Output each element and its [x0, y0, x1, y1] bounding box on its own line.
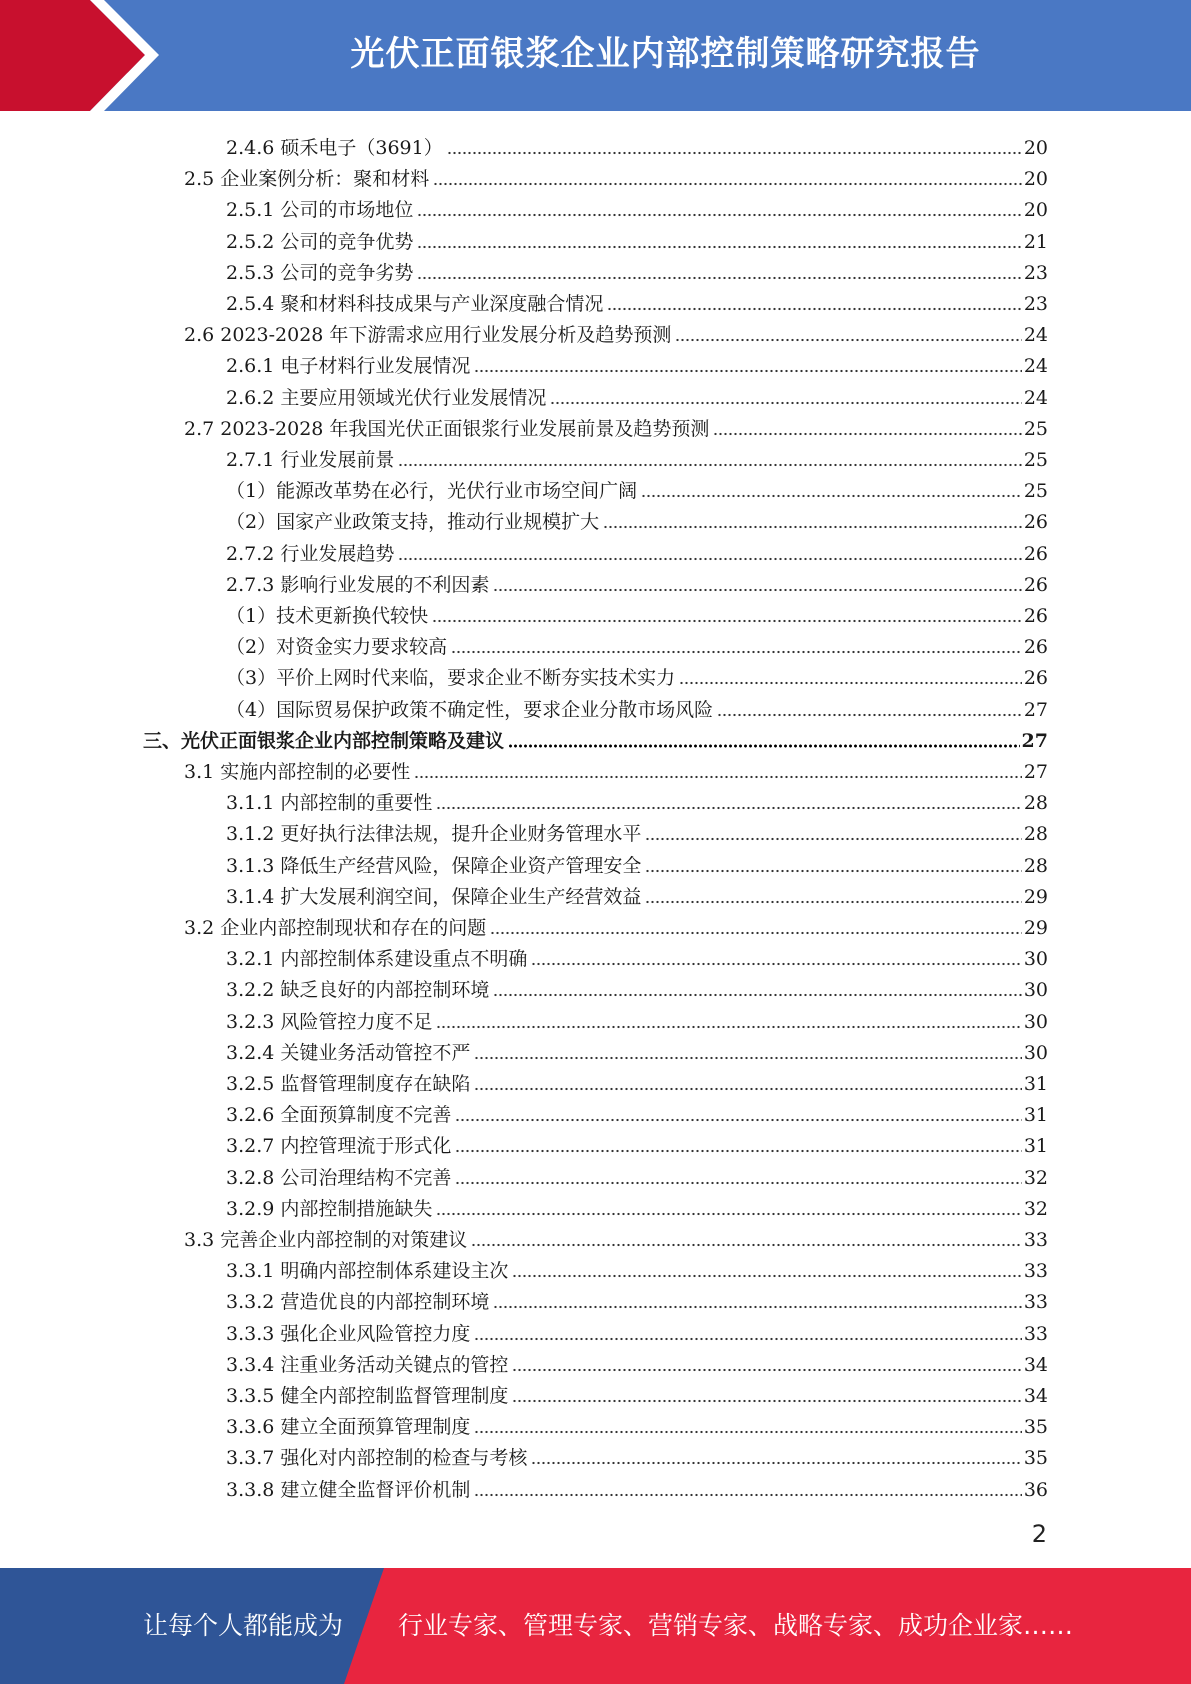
toc-entry[interactable] — [226, 128, 1048, 159]
toc-entry-page: 34 — [1023, 1385, 1048, 1407]
toc-entry-page: 33 — [1023, 1260, 1048, 1283]
toc-entry-page: 32 — [1023, 1166, 1048, 1189]
toc-entry[interactable] — [184, 908, 1048, 939]
toc-entry-page: 20 — [1023, 168, 1048, 191]
toc-entry[interactable] — [226, 440, 1048, 471]
toc-entry-title: 2.5.1 公司的市场地位 — [226, 199, 414, 222]
toc-entry-page: 35 — [1023, 1416, 1048, 1439]
toc-entry-page: 24 — [1023, 324, 1048, 347]
toc-dot-leader — [455, 1118, 1021, 1122]
toc-entry-title: 2.5.4 聚和材料科技成果与产业深度融合情况 — [226, 293, 604, 315]
toc-entry-title: 3.1 实施内部控制的必要性 — [184, 761, 411, 783]
footer-slogan-left: 让每个人都能成为 — [143, 1611, 344, 1640]
toc-entry-title: 2.7 2023-2028 年我国光伏正面银浆行业发展前景及趋势预测 — [184, 417, 710, 440]
toc-entry-title: （4）国际贸易保护政策不确定性，要求企业分散市场风险 — [226, 698, 714, 721]
toc-dot-leader — [713, 432, 1021, 436]
toc-dot-leader — [493, 993, 1021, 997]
toc-entry-title: 三、光伏正面银浆企业内部控制策略及建议 — [143, 729, 505, 752]
toc-entry-title: （3）平价上网时代来临，要求企业不断夯实技术实力 — [226, 667, 676, 690]
toc-dot-leader — [531, 1461, 1021, 1465]
toc-entry[interactable] — [226, 1345, 1048, 1376]
toc-entry-title: 2.4.6 硕禾电子（3691） — [226, 137, 443, 159]
toc-entry-page: 31 — [1023, 1073, 1048, 1095]
toc-entry-page: 33 — [1023, 1291, 1048, 1314]
toc-dot-leader — [508, 744, 1020, 748]
toc-entry-title: 2.6.1 电子材料行业发展情况 — [226, 355, 471, 378]
toc-entry-title: 3.3 完善企业内部控制的对策建议 — [184, 1229, 468, 1251]
toc-entry[interactable] — [184, 159, 1048, 190]
toc-entry[interactable] — [226, 1438, 1048, 1469]
toc-entry-page: 21 — [1023, 230, 1048, 253]
toc-dot-leader — [474, 1493, 1021, 1497]
toc-entry[interactable] — [226, 1376, 1048, 1407]
toc-entry-page: 30 — [1023, 948, 1048, 971]
toc-entry-page: 29 — [1023, 885, 1048, 908]
toc-entry-title: 3.3.6 建立全面预算管理制度 — [226, 1416, 471, 1439]
toc-entry-title: 3.2.6 全面预算制度不完善 — [226, 1104, 452, 1127]
toc-entry-title: 2.6 2023-2028 年下游需求应用行业发展分析及趋势预测 — [184, 324, 672, 347]
toc-dot-leader — [645, 900, 1021, 904]
page-header — [0, 0, 1191, 111]
toc-dot-leader — [474, 369, 1021, 373]
toc-entry-page: 24 — [1023, 386, 1048, 409]
toc-entry-title: 3.1.2 更好执行法律法规，提升企业财务管理水平 — [226, 823, 642, 846]
toc-entry[interactable] — [226, 378, 1048, 409]
toc-entry[interactable] — [184, 409, 1048, 440]
toc-entry[interactable] — [226, 1002, 1048, 1033]
toc-entry-page: 27 — [1023, 761, 1048, 783]
toc-entry-title: （2）对资金实力要求较高 — [226, 636, 448, 659]
toc-entry-page: 34 — [1023, 1353, 1048, 1376]
toc-entry[interactable] — [226, 783, 1048, 814]
toc-entry-page: 20 — [1023, 137, 1048, 159]
toc-entry-title: 3.2 企业内部控制现状和存在的问题 — [184, 917, 487, 939]
toc-entry[interactable] — [143, 721, 1048, 752]
toc-entry-page: 25 — [1023, 417, 1048, 440]
toc-dot-leader — [455, 1149, 1021, 1153]
toc-entry-title: 3.2.4 关键业务活动管控不严 — [226, 1041, 471, 1064]
toc-dot-leader — [417, 276, 1021, 280]
toc-entry[interactable] — [226, 190, 1048, 221]
toc-entry[interactable] — [226, 1033, 1048, 1064]
toc-entry-page: 26 — [1023, 605, 1048, 627]
toc-dot-leader — [641, 494, 1022, 498]
toc-dot-leader — [531, 962, 1021, 966]
toc-entry-page: 31 — [1023, 1104, 1048, 1127]
toc-entry-page: 20 — [1023, 199, 1048, 222]
toc-entry-page: 30 — [1023, 1010, 1048, 1033]
toc-entry[interactable] — [184, 1220, 1048, 1251]
toc-dot-leader — [436, 1025, 1021, 1029]
toc-entry-page: 32 — [1023, 1197, 1048, 1220]
toc-entry-page: 26 — [1023, 511, 1048, 534]
toc-dot-leader — [550, 401, 1021, 405]
toc-entry-title: 3.1.3 降低生产经营风险，保障企业资产管理安全 — [226, 854, 642, 877]
toc-entry[interactable] — [226, 1158, 1048, 1189]
toc-entry[interactable] — [226, 690, 1048, 721]
toc-entry[interactable] — [226, 534, 1048, 565]
toc-entry[interactable] — [226, 627, 1048, 658]
toc-entry-page: 36 — [1023, 1478, 1048, 1501]
toc-dot-leader — [474, 1056, 1021, 1060]
page-number: 2 — [1031, 1520, 1047, 1548]
toc-entry[interactable] — [226, 1282, 1048, 1313]
toc-entry-page: 30 — [1023, 1041, 1048, 1064]
toc-entry-page: 26 — [1023, 667, 1048, 690]
toc-entry[interactable] — [226, 1126, 1048, 1157]
toc-entry-title: 3.1.4 扩大发展利润空间，保障企业生产经营效益 — [226, 885, 642, 908]
toc-entry-title: 3.3.2 营造优良的内部控制环境 — [226, 1291, 490, 1314]
toc-entry[interactable] — [226, 1251, 1048, 1282]
toc-entry[interactable] — [226, 1407, 1048, 1438]
toc-entry-title: （1）能源改革势在必行，光伏行业市场空间广阔 — [226, 480, 638, 503]
footer-slogan-right: 行业专家、管理专家、营销专家、战略专家、成功企业家…… — [398, 1611, 1074, 1640]
toc-dot-leader — [436, 806, 1021, 810]
toc-entry-title: 2.7.1 行业发展前景 — [226, 449, 395, 471]
toc-dot-leader — [436, 1212, 1021, 1216]
toc-entry-title: 3.2.1 内部控制体系建设重点不明确 — [226, 948, 528, 971]
toc-entry-page: 27 — [1021, 729, 1048, 752]
toc-entry[interactable] — [226, 1189, 1048, 1220]
toc-entry-title: 2.5 企业案例分析：聚和材料 — [184, 168, 430, 191]
toc-entry[interactable] — [226, 658, 1048, 689]
toc-dot-leader — [414, 775, 1022, 779]
toc-entry[interactable] — [226, 346, 1048, 377]
toc-entry[interactable] — [226, 1470, 1048, 1501]
toc-dot-leader — [417, 245, 1021, 249]
toc-entry-page: 35 — [1023, 1447, 1048, 1470]
toc-entry-page: 23 — [1023, 261, 1048, 284]
toc-entry-title: 2.6.2 主要应用领域光伏行业发展情况 — [226, 386, 547, 409]
toc-entry-page: 28 — [1023, 823, 1048, 846]
toc-dot-leader — [398, 557, 1021, 561]
toc-dot-leader — [512, 1399, 1021, 1403]
toc-entry-title: 3.2.7 内控管理流于形式化 — [226, 1135, 452, 1158]
toc-dot-leader — [645, 837, 1021, 841]
toc-entry-title: 2.7.2 行业发展趋势 — [226, 542, 395, 565]
toc-dot-leader — [645, 869, 1021, 873]
toc-entry-page: 30 — [1023, 979, 1048, 1002]
toc-entry[interactable] — [226, 939, 1048, 970]
toc-dot-leader — [512, 1368, 1021, 1372]
toc-dot-leader — [717, 713, 1022, 717]
toc-dot-leader — [490, 931, 1022, 935]
toc-entry-title: 2.5.3 公司的竞争劣势 — [226, 261, 414, 284]
toc-dot-leader — [474, 1430, 1021, 1434]
toc-entry-page: 33 — [1023, 1229, 1048, 1251]
toc-entry-page: 33 — [1023, 1322, 1048, 1345]
toc-entry[interactable] — [184, 315, 1048, 346]
toc-dot-leader — [451, 650, 1022, 654]
toc-entry-page: 29 — [1023, 917, 1048, 939]
toc-dot-leader — [493, 588, 1021, 592]
toc-entry[interactable] — [184, 752, 1048, 783]
toc-entry-page: 26 — [1023, 542, 1048, 565]
toc-dot-leader — [493, 1305, 1021, 1309]
toc-entry-page: 24 — [1023, 355, 1048, 378]
toc-entry-title: 3.3.7 强化对内部控制的检查与考核 — [226, 1447, 528, 1470]
toc-dot-leader — [607, 307, 1021, 311]
toc-entry-title: 3.3.4 注重业务活动关键点的管控 — [226, 1353, 509, 1376]
toc-entry[interactable] — [226, 502, 1048, 533]
toc-entry-title: （2）国家产业政策支持，推动行业规模扩大 — [226, 511, 600, 534]
toc-dot-leader — [447, 151, 1022, 155]
toc-entry-title: 3.2.2 缺乏良好的内部控制环境 — [226, 979, 490, 1002]
toc-entry[interactable] — [226, 814, 1048, 845]
toc-entry[interactable] — [226, 877, 1048, 908]
toc-dot-leader — [474, 1337, 1021, 1341]
toc-entry-page: 23 — [1023, 293, 1048, 315]
toc-entry-title: 3.3.1 明确内部控制体系建设主次 — [226, 1260, 509, 1283]
toc-entry[interactable] — [226, 846, 1048, 877]
toc-entry[interactable] — [226, 970, 1048, 1001]
toc-entry[interactable] — [226, 284, 1048, 315]
toc-dot-leader — [398, 463, 1021, 467]
toc-dot-leader — [675, 338, 1021, 342]
toc-dot-leader — [471, 1243, 1022, 1247]
toc-entry-page: 28 — [1023, 854, 1048, 877]
toc-entry-page: 25 — [1023, 449, 1048, 471]
toc-entry-page: 26 — [1023, 636, 1048, 659]
toc-entry-page: 26 — [1023, 573, 1048, 596]
page-footer — [0, 1568, 1191, 1684]
toc-dot-leader — [417, 213, 1021, 217]
toc-dot-leader — [512, 1274, 1021, 1278]
toc-dot-leader — [455, 1181, 1021, 1185]
toc-entry-title: 3.3.8 建立健全监督评价机制 — [226, 1478, 471, 1501]
toc-entry-title: 3.2.3 风险管控力度不足 — [226, 1010, 433, 1033]
toc-entry[interactable] — [226, 1064, 1048, 1095]
toc-entry[interactable] — [226, 1314, 1048, 1345]
toc-entry-page: 27 — [1023, 698, 1048, 721]
toc-entry-title: 3.3.5 健全内部控制监督管理制度 — [226, 1385, 509, 1407]
toc-entry-title: 2.5.2 公司的竞争优势 — [226, 230, 414, 253]
toc-entry[interactable] — [226, 1095, 1048, 1126]
toc-entry[interactable] — [226, 222, 1048, 253]
toc-dot-leader — [432, 619, 1022, 623]
toc-entry[interactable] — [226, 565, 1048, 596]
toc-dot-leader — [474, 1087, 1021, 1091]
toc-dot-leader — [433, 182, 1022, 186]
toc-entry-page: 31 — [1023, 1135, 1048, 1158]
toc-entry[interactable] — [226, 596, 1048, 627]
toc-entry-title: 3.3.3 强化企业风险管控力度 — [226, 1322, 471, 1345]
toc-entry[interactable] — [226, 471, 1048, 502]
toc-entry-title: 3.1.1 内部控制的重要性 — [226, 792, 433, 815]
toc-entry-title: 2.7.3 影响行业发展的不利因素 — [226, 573, 490, 596]
toc-entry[interactable] — [226, 253, 1048, 284]
toc-entry-title: 3.2.9 内部控制措施缺失 — [226, 1197, 433, 1220]
toc-entry-page: 25 — [1023, 480, 1048, 503]
toc-entry-title: （1）技术更新换代较快 — [226, 605, 429, 627]
toc-dot-leader — [679, 681, 1022, 685]
report-title: 光伏正面银浆企业内部控制策略研究报告 — [350, 34, 981, 74]
toc-dot-leader — [603, 525, 1022, 529]
toc-entry-page: 28 — [1023, 792, 1048, 815]
toc-entry-title: 3.2.5 监督管理制度存在缺陷 — [226, 1073, 471, 1095]
toc-entry-title: 3.2.8 公司治理结构不完善 — [226, 1166, 452, 1189]
